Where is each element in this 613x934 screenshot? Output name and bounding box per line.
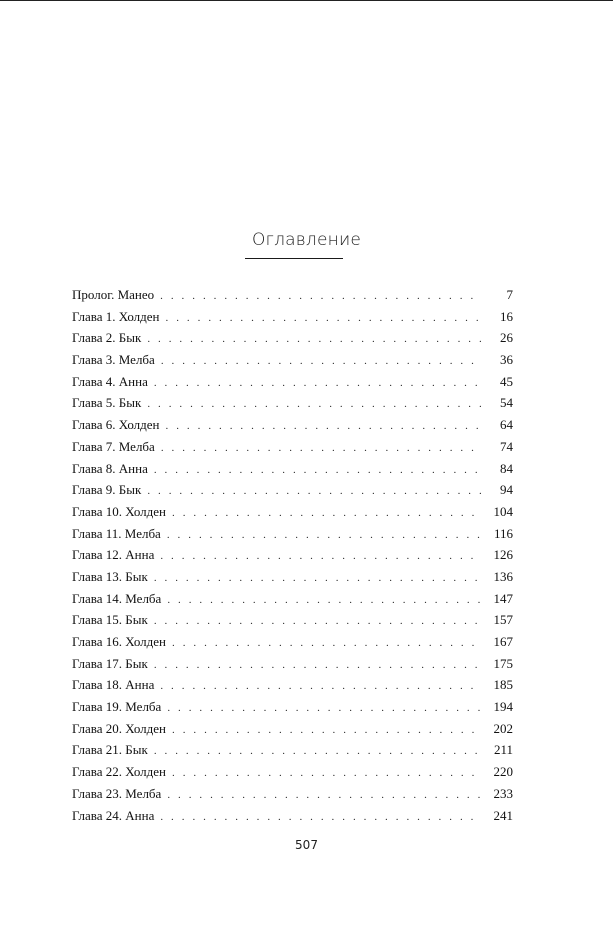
toc-heading: Оглавление xyxy=(251,230,362,250)
toc-entry[interactable] xyxy=(72,523,513,545)
entry-page-number: 167 xyxy=(493,634,513,649)
dot-leader xyxy=(172,503,481,525)
entry-page-number: 45 xyxy=(500,373,513,389)
entry-title: Глава 22. Холден xyxy=(72,764,167,780)
dot-leader xyxy=(154,741,481,763)
dot-leader xyxy=(172,763,481,785)
entry-title: Глава 6. Холден xyxy=(72,417,160,433)
dot-leader xyxy=(166,416,481,438)
entry-title: Глава 5. Бык xyxy=(72,395,142,411)
dot-leader xyxy=(160,807,481,829)
entry-title: Глава 2. Бык xyxy=(72,330,142,346)
toc-entry[interactable] xyxy=(72,631,513,653)
toc-entry[interactable] xyxy=(72,306,513,328)
dot-leader xyxy=(147,394,481,416)
entry-title: Глава 4. Анна xyxy=(72,373,148,389)
entry-page-number: 202 xyxy=(493,720,513,736)
entry-page-number: 233 xyxy=(493,785,513,801)
toc-entry[interactable] xyxy=(72,783,513,805)
dot-leader xyxy=(147,329,481,351)
dot-leader xyxy=(154,460,481,482)
entry-page-number: 241 xyxy=(493,807,513,823)
entry-page-number: 74 xyxy=(500,438,513,454)
toc-entry[interactable] xyxy=(72,371,513,393)
entry-page-number: 7 xyxy=(506,287,513,302)
entry-title: Глава 18. Анна xyxy=(72,677,155,693)
entry-page-number: 116 xyxy=(493,525,513,541)
entry-title: Глава 13. Бык xyxy=(72,568,148,584)
heading-underline xyxy=(245,258,343,259)
entry-page-number: 26 xyxy=(500,330,513,346)
dot-leader xyxy=(167,590,481,612)
entry-page-number: 136 xyxy=(493,568,513,584)
entry-page-number: 104 xyxy=(493,503,513,519)
toc-entry[interactable] xyxy=(72,284,513,306)
toc-entry[interactable] xyxy=(72,349,513,371)
dot-leader xyxy=(160,676,481,698)
entry-title: Глава 1. Холден xyxy=(72,308,160,324)
toc-entry[interactable] xyxy=(72,414,513,436)
entry-title: Глава 9. Бык xyxy=(72,482,142,498)
entry-title: Глава 10. Холден xyxy=(72,503,167,519)
dot-leader xyxy=(161,438,481,460)
toc-entry[interactable] xyxy=(72,718,513,740)
dot-leader xyxy=(172,633,481,655)
entry-page-number: 36 xyxy=(500,352,513,368)
entry-title: Глава 8. Анна xyxy=(72,460,148,476)
entry-page-number: 220 xyxy=(493,764,513,780)
entry-title: Глава 15. Бык xyxy=(72,612,148,628)
toc-entry[interactable] xyxy=(72,761,513,783)
toc-entry[interactable] xyxy=(72,674,513,696)
dot-leader xyxy=(172,720,481,742)
entry-title: Глава 24. Анна xyxy=(72,807,155,823)
entry-page-number: 54 xyxy=(500,395,513,411)
entry-page-number: 84 xyxy=(500,460,513,476)
entry-title: Глава 14. Мелба xyxy=(72,590,162,606)
entry-title: Глава 21. Бык xyxy=(72,742,148,758)
dot-leader xyxy=(154,611,481,633)
entry-title: Глава 3. Мелба xyxy=(72,352,155,368)
toc-entry[interactable] xyxy=(72,739,513,761)
toc-entry[interactable] xyxy=(72,566,513,588)
entry-title: Глава 19. Мелба xyxy=(72,699,162,715)
table-of-contents xyxy=(72,284,513,826)
toc-entry[interactable] xyxy=(72,436,513,458)
toc-entry[interactable] xyxy=(72,479,513,501)
entry-title: Глава 23. Мелба xyxy=(72,785,162,801)
dot-leader xyxy=(166,308,481,330)
toc-entry[interactable] xyxy=(72,588,513,610)
page-number: 507 xyxy=(295,838,318,852)
top-border-line xyxy=(0,0,613,1)
entry-page-number: 94 xyxy=(500,482,513,498)
dot-leader xyxy=(154,373,481,395)
dot-leader xyxy=(154,655,481,677)
entry-title: Глава 20. Холден xyxy=(72,720,167,736)
toc-entry[interactable] xyxy=(72,609,513,631)
dot-leader xyxy=(161,351,481,373)
entry-page-number: 64 xyxy=(500,417,513,433)
toc-entry[interactable] xyxy=(72,544,513,566)
entry-title: Глава 16. Холден xyxy=(72,634,167,649)
entry-title: Глава 12. Анна xyxy=(72,547,155,563)
entry-page-number: 16 xyxy=(500,308,513,324)
toc-entry[interactable] xyxy=(72,392,513,414)
dot-leader xyxy=(160,546,481,568)
entry-page-number: 185 xyxy=(493,677,513,693)
toc-entry[interactable] xyxy=(72,458,513,480)
dot-leader xyxy=(167,698,481,720)
toc-entry[interactable] xyxy=(72,805,513,827)
toc-entry[interactable] xyxy=(72,501,513,523)
entry-title: Пролог. Манео xyxy=(72,287,155,302)
dot-leader xyxy=(167,525,481,547)
dot-leader xyxy=(147,481,481,503)
entry-title: Глава 7. Мелба xyxy=(72,438,155,454)
entry-page-number: 211 xyxy=(493,742,513,758)
entry-page-number: 126 xyxy=(493,547,513,563)
entry-page-number: 175 xyxy=(493,655,513,671)
toc-entry[interactable] xyxy=(72,653,513,675)
dot-leader xyxy=(160,286,481,308)
entry-page-number: 157 xyxy=(493,612,513,628)
entry-title: Глава 11. Мелба xyxy=(72,525,161,541)
toc-entry[interactable] xyxy=(72,696,513,718)
dot-leader xyxy=(167,785,481,807)
entry-title: Глава 17. Бык xyxy=(72,655,148,671)
entry-page-number: 194 xyxy=(493,699,513,715)
toc-entry[interactable] xyxy=(72,327,513,349)
entry-page-number: 147 xyxy=(493,590,513,606)
dot-leader xyxy=(154,568,481,590)
